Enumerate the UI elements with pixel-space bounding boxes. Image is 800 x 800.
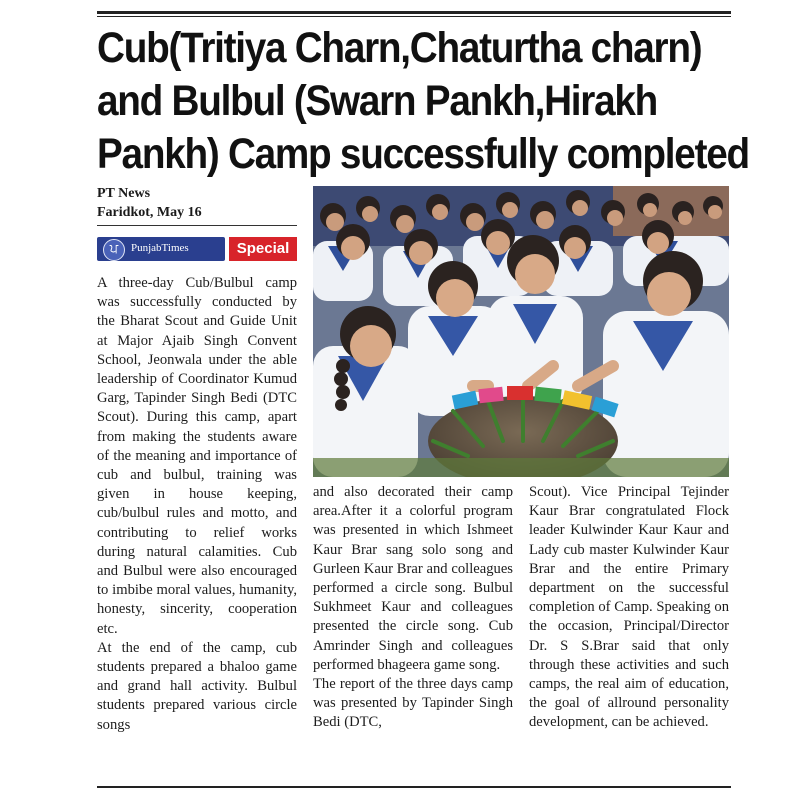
- byline-divider: [97, 225, 297, 226]
- article-paragraph: At the end of the camp, cub students prepared a bhaloo game and grand hall activity. Bulbul students prepared various circle songs: [97, 639, 297, 733]
- headline-line: Cub(Tritiya Charn,Chaturtha charn): [97, 24, 702, 72]
- special-tag: Special: [229, 237, 297, 261]
- punjab-times-logo: [97, 237, 225, 261]
- byline-source: PT News: [97, 186, 151, 201]
- group-photo: [313, 186, 729, 477]
- publication-name: PunjabTimes: [131, 242, 189, 254]
- headline-line: Pankh) Camp successfully completed: [97, 130, 749, 178]
- bottom-rule: [97, 786, 731, 788]
- students-photo-illustration: [313, 186, 729, 477]
- byline: [97, 184, 297, 222]
- publication-badge: [97, 237, 297, 261]
- article-paragraph: and also decorated their camp area.After it a colorful program was presented in which Ishmeet Kaur Brar sang solo song and Gurleen Kaur Brar and colleagues performed a circle song. Bulbul Sukhmeet Kaur and colleagues presented the circle song. Cub Amrinder Singh and colleagues performed bhageera game song.: [313, 484, 513, 673]
- headline: [97, 22, 749, 181]
- top-rule-thin: [97, 16, 731, 17]
- article-paragraph: The report of the three days camp was presented by Tapinder Singh Bedi (DTC,: [313, 676, 513, 731]
- byline-dateline: Faridkot, May 16: [97, 205, 202, 220]
- article-paragraph: A three-day Cub/Bulbul camp was successfully conducted by the Bharat Scout and Guide Unit at Major Ajaib Singh Convent School, Jeonwala under the able leadership of Coordinator Kumud Garg, Tapinder Singh Bedi (DTC Scout). During this camp, apart from making the students aware of the meaning and importance of cub and bulbul, training was given in house keeping, cub/bulbul rules and motto, and contributing to relief works during natural calamities. Cub and Bulbul were also encouraged to imbibe moral values, humanity, honesty, sincerity, cooperation etc.: [97, 275, 297, 637]
- article-column-3: [529, 483, 729, 733]
- headline-line: and Bulbul (Swarn Pankh,Hirakh: [97, 77, 657, 125]
- article-paragraph: Scout). Vice Principal Tejinder Kaur Brar congratulated Flock leader Kulwinder Kaur Kaur and Lady cub master Kulwinder Kaur Brar and the entire Primary department on the successful completion of Camp. Speaking on the occasion, Principal/Director Dr. S S.Brar said that only through these activities and such camps, the real aim of education, the goal of allround personality development, can be achieved.: [529, 484, 729, 731]
- punjab-times-logo-icon: ਪ: [103, 239, 125, 261]
- top-rule: [97, 11, 731, 14]
- article-column-2: [313, 483, 513, 733]
- article-column-1: [97, 274, 297, 735]
